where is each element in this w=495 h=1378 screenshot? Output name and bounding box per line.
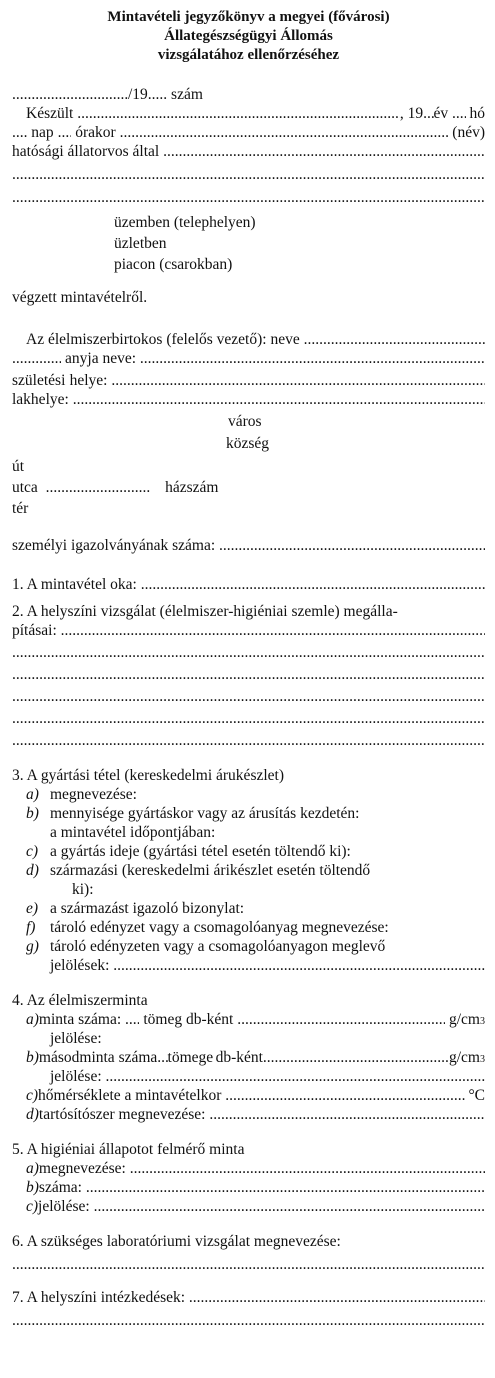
s3-e-letter: e) xyxy=(26,900,39,917)
s7-line xyxy=(12,1288,485,1307)
s4-b-db-label: db-ként xyxy=(215,1049,263,1066)
s4-b-unit: g/cm xyxy=(449,1049,480,1066)
s5-c-label: jelölése: xyxy=(38,1198,90,1215)
id-field[interactable] xyxy=(219,536,485,555)
s4-a-unit: g/cm xyxy=(449,1011,480,1028)
helye-label: helye: xyxy=(69,372,108,389)
szuletesi-label: születési xyxy=(12,372,66,389)
ho-label: hó xyxy=(469,105,485,122)
s4-c-letter: c) xyxy=(26,1087,39,1104)
title-line-3: vizsgálatához ellenőrzéséhez xyxy=(157,47,340,63)
s5-b-label: száma: xyxy=(38,1179,82,1196)
s5-c xyxy=(12,1197,485,1216)
lakhelye-label: lakhelye: xyxy=(12,391,69,408)
s4-b-mass-label: tömege xyxy=(167,1049,214,1066)
orakor-label: órakor xyxy=(75,124,116,141)
s5-head: 5. A higiéniai állapotot felmérő minta xyxy=(12,1141,245,1158)
s2-blank xyxy=(12,665,485,684)
s2-head: 2. A helyszíni vizsgálat (élelmiszer-higiéniai szemle) megálla- xyxy=(12,603,398,620)
title-line-1: Mintavételi jegyzőkönyv a megyei (fővárosi) xyxy=(107,9,390,25)
day-field[interactable] xyxy=(12,123,27,142)
s3-c-label: a gyártás ideje (gyártási tétel esetén töltendő ki): xyxy=(50,843,351,860)
s2-line2 xyxy=(12,621,485,640)
place-piac: piacon (csarokban) xyxy=(114,256,233,273)
s3-f-letter: f) xyxy=(26,919,36,936)
s2-blank-field[interactable] xyxy=(12,665,485,684)
s4-c xyxy=(12,1086,485,1105)
s2-blank xyxy=(12,687,485,706)
s3-g-letter: g) xyxy=(26,938,39,955)
utca-label: utca xyxy=(12,479,38,496)
mother-name-field[interactable] xyxy=(140,349,485,368)
s3-e xyxy=(12,899,485,918)
s3-f xyxy=(12,918,485,937)
s1-label: 1. A mintavétel oka: xyxy=(12,576,137,593)
s2-blank xyxy=(12,709,485,728)
vegzett-line: végzett mintavételről. xyxy=(12,289,148,306)
s3-head: 3. A gyártási tétel (kereskedelmi árukészlet) xyxy=(12,767,285,784)
ev-label: év xyxy=(433,105,449,122)
number-suffix: /19..... szám xyxy=(128,86,203,103)
s4-b: b) másodminta száma ..... tömege db-ként ..... g/cm 3 xyxy=(12,1048,485,1067)
s3-e-label: a származást igazoló bizonylat: xyxy=(50,900,245,917)
birth-line xyxy=(12,371,485,390)
s3-a-letter: a) xyxy=(26,786,39,803)
s7-label: 7. A helyszíni intézkedések: xyxy=(12,1289,186,1306)
owner-name-cont-field[interactable] xyxy=(12,349,61,368)
s5-a xyxy=(12,1159,485,1178)
blank-field[interactable] xyxy=(12,165,485,184)
s6-line: 6. A szükséges laboratóriumi vizsgálat megnevezése: xyxy=(12,1233,341,1250)
blank-line xyxy=(12,165,485,184)
s4-a-letter: a) xyxy=(26,1011,39,1028)
s3-d2: ki): xyxy=(72,881,94,898)
blank-field[interactable] xyxy=(12,188,485,207)
owner-intro-label: Az élelmiszerbirtokos (felelős vezető): neve xyxy=(26,331,300,348)
s4-c-field[interactable] xyxy=(225,1086,464,1105)
keszult-line: Készült ..... , 19 ..... év ..... hó xyxy=(12,104,485,123)
hatosagi-line xyxy=(12,142,485,161)
owner-name-field[interactable] xyxy=(304,330,485,349)
s4-a2: jelölése: xyxy=(50,1030,102,1047)
s4-b2-label: jelölése: xyxy=(50,1068,102,1085)
s5-b-letter: b) xyxy=(26,1179,39,1196)
s5-a-letter: a) xyxy=(26,1160,39,1177)
ter-label: tér xyxy=(12,500,29,517)
name-field[interactable] xyxy=(120,123,449,142)
nap-line xyxy=(12,123,485,142)
s3-f-label: tároló edényzet vagy a csomagolóanyag megnevezése: xyxy=(50,919,389,936)
s4-b-label: másodminta száma xyxy=(38,1049,158,1066)
id-label: személyi igazolványának száma: xyxy=(12,537,216,554)
utca-line xyxy=(12,478,485,497)
s4-a-number-field[interactable] xyxy=(125,1010,139,1029)
nev-label: (név) xyxy=(452,124,485,141)
hazszam-label: házszám xyxy=(165,479,219,496)
year-field[interactable] xyxy=(423,104,433,123)
residence-field[interactable] xyxy=(73,390,485,409)
kozseg-label: község xyxy=(226,435,270,452)
s4-a-label: minta száma: xyxy=(38,1011,122,1028)
s3-d-label: származási (kereskedelmi árikészlet esetén töltendő xyxy=(50,862,371,879)
s3-a xyxy=(12,785,485,804)
s3-a-label: megnevezése: xyxy=(50,786,137,803)
hatosagi-label: hatósági állatorvos által xyxy=(12,143,160,160)
place-uzem: üzemben (telephelyen) xyxy=(114,214,256,231)
varos-label: város xyxy=(228,413,262,430)
birthplace-field[interactable] xyxy=(111,371,485,390)
s4-d xyxy=(12,1105,485,1124)
s5-a-label: megnevezése: xyxy=(38,1160,126,1177)
id-line xyxy=(12,536,485,555)
street-field[interactable] xyxy=(46,478,150,497)
s5-c-letter: c) xyxy=(26,1198,39,1215)
s2-blank-field[interactable] xyxy=(12,687,485,706)
hour-field[interactable] xyxy=(58,123,72,142)
s7-field[interactable] xyxy=(189,1288,485,1307)
s2-blank xyxy=(12,731,485,750)
s4-b-letter: b) xyxy=(26,1049,39,1066)
blank-line xyxy=(12,188,485,207)
s4-d-label: tartósítószer megnevezése: xyxy=(38,1106,206,1123)
residence-line xyxy=(12,390,485,409)
s5-b xyxy=(12,1178,485,1197)
s4-b-mass-field[interactable] xyxy=(263,1048,449,1067)
s2-blank-field[interactable] xyxy=(12,643,485,662)
s5-b-field[interactable] xyxy=(86,1178,485,1197)
s6-blank xyxy=(12,1255,485,1274)
s3-b-letter: b) xyxy=(26,805,39,822)
mother-name-label: anyja neve: xyxy=(65,350,137,367)
s4-b2-field[interactable] xyxy=(106,1067,485,1086)
s4-b2 xyxy=(12,1067,485,1086)
s4-a: a) minta száma: ..... tömeg db-ként ..... g/cm 3 xyxy=(12,1010,485,1029)
s4-d-letter: d) xyxy=(26,1106,39,1123)
s4-c-unit: °C xyxy=(468,1087,485,1104)
place-field[interactable] xyxy=(77,104,400,123)
s3-g xyxy=(12,937,485,956)
s4-c-label: hőmérséklete a mintavételkor xyxy=(38,1087,222,1104)
month-field[interactable] xyxy=(452,104,466,123)
s3-d-letter: d) xyxy=(26,862,39,879)
keszult-label: Készült xyxy=(26,105,74,122)
nap-label: nap xyxy=(31,124,54,141)
s3-c xyxy=(12,842,485,861)
s7-blank xyxy=(12,1311,485,1330)
number-field[interactable] xyxy=(12,85,128,104)
s2-label: pításai: xyxy=(12,622,57,639)
s3-b2: a mintavétel időpontjában: xyxy=(50,824,216,841)
mother-name-line xyxy=(12,349,485,368)
s2-blank xyxy=(12,643,485,662)
s5-a-field[interactable] xyxy=(130,1159,485,1178)
year-label: 19 xyxy=(407,105,424,122)
s4-a-mass-field[interactable] xyxy=(237,1010,445,1029)
s7-blank-field[interactable] xyxy=(12,1311,485,1330)
s2-field[interactable] xyxy=(61,621,485,640)
number-line xyxy=(12,85,485,104)
s4-a-mass-label: tömeg db-ként xyxy=(143,1011,234,1028)
place-uzlet: üzletben xyxy=(114,235,167,252)
s3-g2-label: jelölések: xyxy=(50,957,110,974)
s1-field[interactable] xyxy=(141,575,485,594)
s1-line xyxy=(12,575,485,594)
s6-field[interactable] xyxy=(12,1255,485,1274)
s2-blank-field[interactable] xyxy=(12,709,485,728)
s4-b-number-field[interactable] xyxy=(157,1048,167,1067)
owner-name-line xyxy=(12,330,485,349)
title-line-2: Állategészségügyi Állomás xyxy=(164,28,333,44)
ut-label: út xyxy=(12,458,25,475)
s3-b xyxy=(12,804,485,823)
s4-head: 4. Az élelmiszerminta xyxy=(12,992,148,1009)
s4-d-field[interactable] xyxy=(209,1105,485,1124)
document-title xyxy=(12,8,485,65)
s3-g2 xyxy=(12,956,485,975)
s5-c-field[interactable] xyxy=(94,1197,485,1216)
s3-c-letter: c) xyxy=(26,843,39,860)
s3-g-field[interactable] xyxy=(113,956,485,975)
s3-d xyxy=(12,861,485,880)
hatosagi-field[interactable] xyxy=(163,142,485,161)
s2-blank-field[interactable] xyxy=(12,731,485,750)
s3-b-label: mennyisége gyártáskor vagy az árusítás kezdetén: xyxy=(50,805,360,822)
s3-g-label: tároló edényzeten vagy a csomagolóanyagon meglevő xyxy=(50,938,386,955)
